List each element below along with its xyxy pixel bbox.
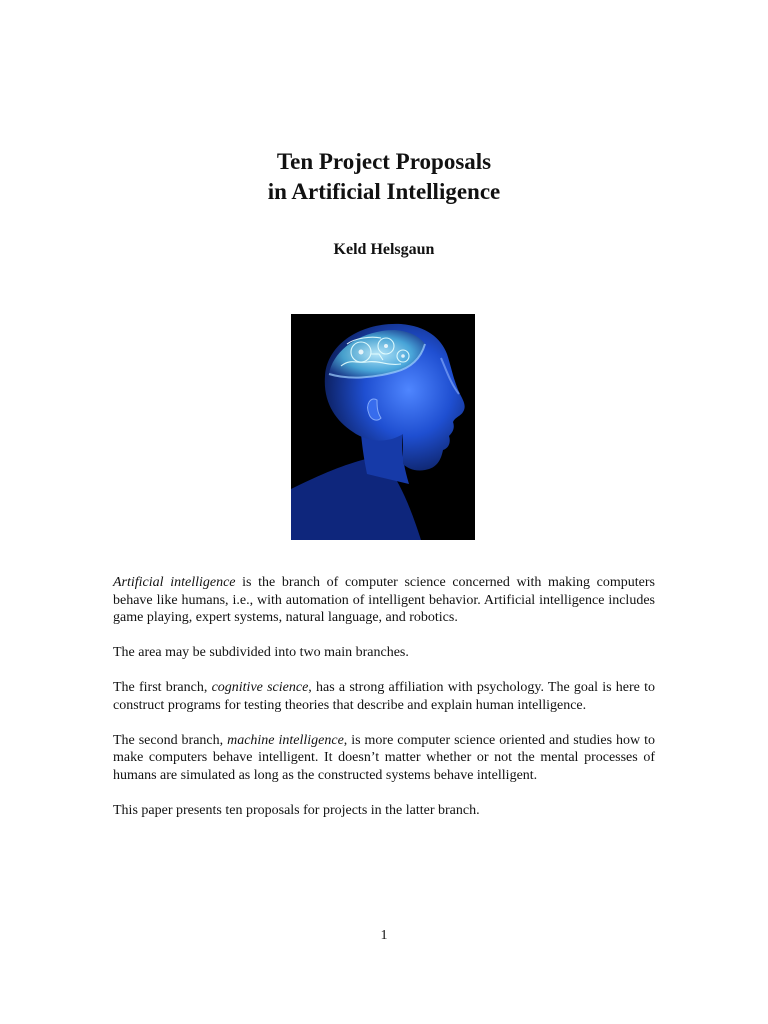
ai-head-illustration-icon bbox=[291, 314, 475, 540]
page-number: 1 bbox=[380, 928, 388, 943]
document-title bbox=[0, 147, 768, 207]
paragraph-summary: This paper presents ten proposals for projects in the latter branch. bbox=[113, 802, 480, 818]
title-line-2: in Artificial Intelligence bbox=[267, 179, 501, 204]
paragraph-cognitive-science: The first branch, cognitive science, has a strong affiliation with psychology. The goal is here to construct programs for testing theories that describe and explain human intelligence. bbox=[113, 680, 655, 713]
term-artificial-intelligence: Artificial intelligence bbox=[113, 575, 236, 590]
paragraph-machine-intelligence: The second branch, machine intelligence, is more computer science oriented and studies how to make computers behave intelligent. It doesn’t matter whether or not the mental processes of humans are simulated as long as the constructed systems behave intelligent. bbox=[113, 732, 655, 783]
paragraph-definition: Artificial intelligence is the branch of computer science concerned with making computers behave like humans, i.e., with automation of intelligent behavior. Artificial intelligence includes game playing, expert systems, natural language, and robotics. bbox=[113, 575, 655, 625]
title-line-1: Ten Project Proposals bbox=[276, 149, 492, 174]
term-machine-intelligence: machine intelligence bbox=[227, 732, 344, 748]
author-name: Keld Helsgaun bbox=[333, 241, 435, 258]
term-cognitive-science: cognitive science bbox=[211, 680, 309, 695]
paragraph-branches: The area may be subdivided into two main branches. bbox=[113, 645, 409, 660]
body-text bbox=[113, 574, 655, 837]
